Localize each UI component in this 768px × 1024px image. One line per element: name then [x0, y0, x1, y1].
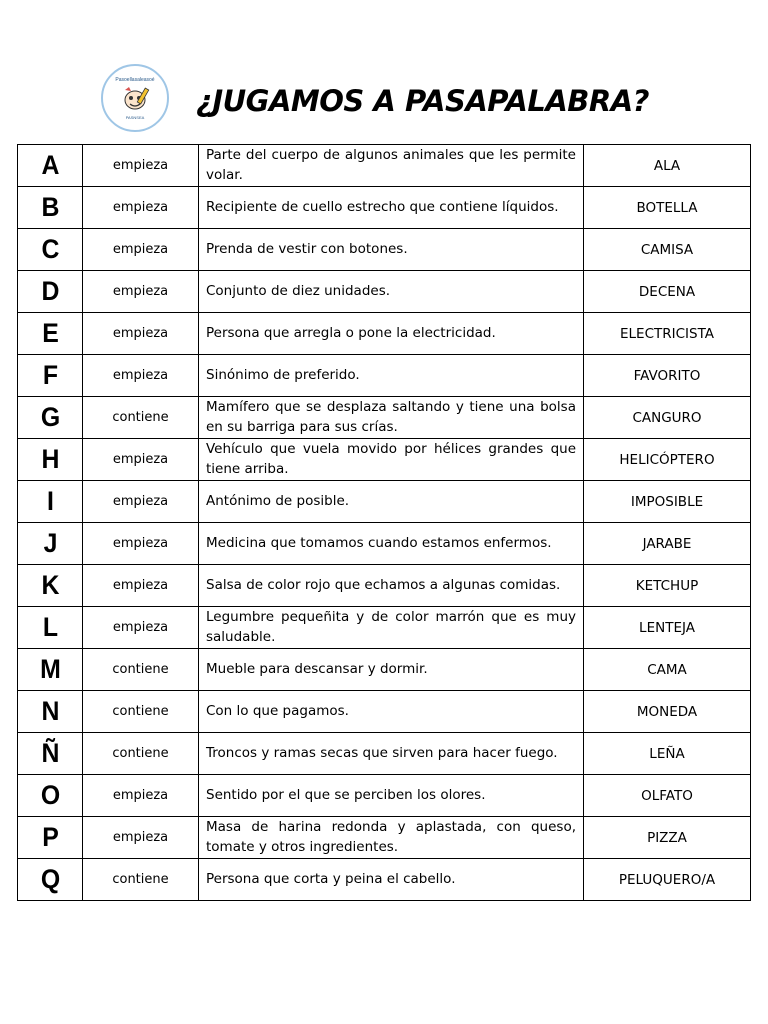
logo-bottom-text: PASNSEA	[125, 114, 145, 120]
answer-cell: LENTEJA	[584, 607, 751, 649]
definition-cell: Antónimo de posible.	[199, 481, 584, 523]
table-row	[18, 397, 751, 439]
table-row	[18, 355, 751, 397]
definition-cell: Salsa de color rojo que echamos a algunas comidas.	[199, 565, 584, 607]
type-cell: contiene	[83, 691, 199, 733]
letter-cell: C	[20, 229, 80, 271]
answer-cell: LEÑA	[584, 733, 751, 775]
letter-cell: G	[20, 397, 80, 439]
answer-cell: IMPOSIBLE	[584, 481, 751, 523]
type-cell: empieza	[83, 523, 199, 565]
cartoon-logo-icon	[119, 84, 151, 114]
definition-cell: Sinónimo de preferido.	[199, 355, 584, 397]
letter-cell: I	[20, 481, 80, 523]
answer-cell: DECENA	[584, 271, 751, 313]
definition-cell: Prenda de vestir con botones.	[199, 229, 584, 271]
letter-cell: Ñ	[20, 733, 80, 775]
letter-cell: B	[20, 187, 80, 229]
table-row	[18, 817, 751, 859]
table-row	[18, 271, 751, 313]
definition-cell: Masa de harina redonda y aplastada, con queso, tomate y otros ingredientes.	[199, 817, 584, 859]
letter-cell: P	[20, 817, 80, 859]
table-row	[18, 481, 751, 523]
type-cell: contiene	[83, 649, 199, 691]
answer-cell: PIZZA	[584, 817, 751, 859]
type-cell: contiene	[83, 397, 199, 439]
table-row	[18, 607, 751, 649]
definition-cell: Conjunto de diez unidades.	[199, 271, 584, 313]
letter-cell: M	[20, 649, 80, 691]
answer-cell: ELECTRICISTA	[584, 313, 751, 355]
definition-cell: Mamífero que se desplaza saltando y tiene una bolsa en su barriga para sus crías.	[199, 397, 584, 439]
definition-cell: Persona que arregla o pone la electricidad.	[199, 313, 584, 355]
type-cell: contiene	[83, 733, 199, 775]
logo-top-text: Pasoellasaleasoé	[115, 76, 155, 83]
pasapalabra-table	[17, 144, 751, 901]
letter-cell: N	[20, 691, 80, 733]
definition-cell: Sentido por el que se perciben los olores.	[199, 775, 584, 817]
answer-cell: OLFATO	[584, 775, 751, 817]
table-row	[18, 313, 751, 355]
answer-cell: PELUQUERO/A	[584, 859, 751, 901]
letter-cell: D	[20, 271, 80, 313]
table-row	[18, 523, 751, 565]
letter-cell: K	[20, 565, 80, 607]
type-cell: empieza	[83, 481, 199, 523]
table-row	[18, 733, 751, 775]
table-row	[18, 565, 751, 607]
type-cell: empieza	[83, 817, 199, 859]
type-cell: empieza	[83, 145, 199, 187]
type-cell: contiene	[83, 859, 199, 901]
definition-cell: Parte del cuerpo de algunos animales que les permite volar.	[199, 145, 584, 187]
type-cell: empieza	[83, 775, 199, 817]
letter-cell: Q	[20, 859, 80, 901]
type-cell: empieza	[83, 271, 199, 313]
answer-cell: KETCHUP	[584, 565, 751, 607]
letter-cell: L	[20, 607, 80, 649]
letter-cell: F	[20, 355, 80, 397]
table-row	[18, 649, 751, 691]
letter-cell: J	[20, 523, 80, 565]
table-row	[18, 859, 751, 901]
type-cell: empieza	[83, 313, 199, 355]
letter-cell: O	[20, 775, 80, 817]
definition-cell: Medicina que tomamos cuando estamos enfermos.	[199, 523, 584, 565]
definition-cell: Con lo que pagamos.	[199, 691, 584, 733]
table-row	[18, 229, 751, 271]
type-cell: empieza	[83, 187, 199, 229]
letter-cell: H	[20, 439, 80, 481]
type-cell: empieza	[83, 565, 199, 607]
table-row	[18, 187, 751, 229]
letter-cell: E	[20, 313, 80, 355]
answer-cell: CAMISA	[584, 229, 751, 271]
type-cell: empieza	[83, 439, 199, 481]
definition-cell: Troncos y ramas secas que sirven para hacer fuego.	[199, 733, 584, 775]
school-logo	[101, 64, 169, 132]
table-row	[18, 145, 751, 187]
definition-cell: Legumbre pequeñita y de color marrón que es muy saludable.	[199, 607, 584, 649]
definition-cell: Recipiente de cuello estrecho que contiene líquidos.	[199, 187, 584, 229]
answer-cell: BOTELLA	[584, 187, 751, 229]
answer-cell: FAVORITO	[584, 355, 751, 397]
type-cell: empieza	[83, 355, 199, 397]
answer-cell: ALA	[584, 145, 751, 187]
letter-cell: A	[20, 145, 80, 187]
type-cell: empieza	[83, 607, 199, 649]
answer-cell: JARABE	[584, 523, 751, 565]
table-row	[18, 691, 751, 733]
definition-cell: Persona que corta y peina el cabello.	[199, 859, 584, 901]
type-cell: empieza	[83, 229, 199, 271]
answer-cell: CANGURO	[584, 397, 751, 439]
table-row	[18, 439, 751, 481]
definition-cell: Mueble para descansar y dormir.	[199, 649, 584, 691]
answer-cell: CAMA	[584, 649, 751, 691]
answer-cell: HELICÓPTERO	[584, 439, 751, 481]
table-row	[18, 775, 751, 817]
definition-cell: Vehículo que vuela movido por hélices grandes que tiene arriba.	[199, 439, 584, 481]
page-title: ¿JUGAMOS A PASAPALABRA?	[196, 84, 649, 118]
answer-cell: MONEDA	[584, 691, 751, 733]
